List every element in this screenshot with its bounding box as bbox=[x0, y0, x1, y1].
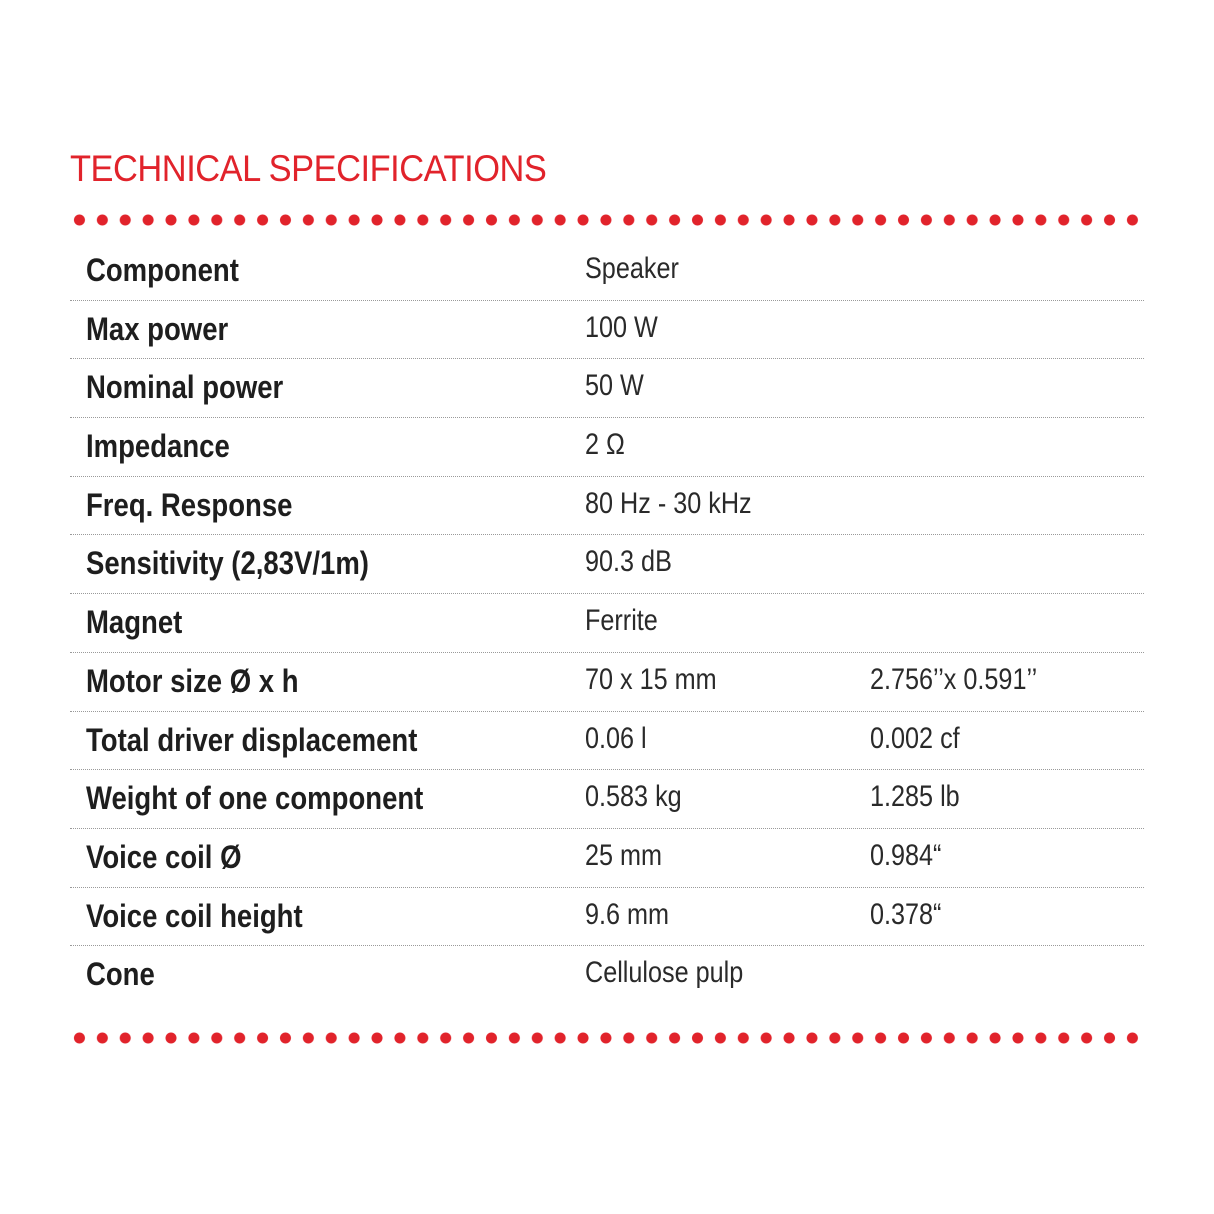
spec-label: Weight of one component bbox=[86, 780, 424, 817]
spec-value: Cellulose pulp bbox=[585, 956, 744, 990]
spec-value: 0.583 kg bbox=[585, 780, 682, 814]
spec-label: Cone bbox=[86, 956, 155, 993]
spec-value: 50 W bbox=[585, 369, 644, 403]
spec-row-component bbox=[70, 242, 1144, 301]
spec-label: Magnet bbox=[86, 604, 183, 641]
spec-row-impedance bbox=[70, 418, 1144, 477]
spec-row-voice-coil-height bbox=[70, 888, 1144, 947]
spec-table bbox=[70, 242, 1144, 1005]
spec-row-nominal-power bbox=[70, 359, 1144, 418]
spec-label: Max power bbox=[86, 310, 229, 347]
spec-value: 70 x 15 mm bbox=[585, 662, 717, 696]
spec-label: Voice coil height bbox=[86, 897, 303, 934]
bottom-dotted-divider bbox=[68, 1031, 1146, 1045]
spec-row-magnet bbox=[70, 594, 1144, 653]
spec-row-cone bbox=[70, 946, 1144, 1005]
spec-label: Impedance bbox=[86, 428, 230, 465]
spec-value: 25 mm bbox=[585, 838, 663, 872]
spec-row-motor-size bbox=[70, 653, 1144, 712]
spec-row-weight bbox=[70, 770, 1144, 829]
spec-imperial-value: 0.378“ bbox=[870, 897, 942, 931]
section-title: TECHNICAL SPECIFICATIONS bbox=[70, 148, 547, 189]
spec-value: 80 Hz - 30 kHz bbox=[585, 486, 752, 520]
spec-row-max-power bbox=[70, 301, 1144, 360]
spec-label: Motor size Ø x h bbox=[86, 662, 299, 699]
spec-label: Sensitivity (2,83V/1m) bbox=[86, 545, 369, 582]
spec-label: Freq. Response bbox=[86, 486, 293, 523]
spec-label: Nominal power bbox=[86, 369, 284, 406]
spec-label: Component bbox=[86, 252, 239, 288]
spec-imperial-value: 2.756’’x 0.591’’ bbox=[870, 662, 1038, 696]
spec-row-freq-response bbox=[70, 477, 1144, 536]
spec-value: 0.06 l bbox=[585, 721, 647, 755]
spec-row-driver-displacement bbox=[70, 712, 1144, 771]
spec-imperial-value: 0.984“ bbox=[870, 838, 942, 872]
spec-value: 100 W bbox=[585, 310, 658, 344]
spec-imperial-value: 0.002 cf bbox=[870, 721, 960, 755]
spec-value: 90.3 dB bbox=[585, 545, 672, 579]
spec-label: Voice coil Ø bbox=[86, 838, 242, 875]
spec-label: Total driver displacement bbox=[86, 721, 418, 758]
top-dotted-divider bbox=[68, 213, 1146, 227]
spec-value: 9.6 mm bbox=[585, 897, 670, 931]
spec-row-voice-coil-diameter bbox=[70, 829, 1144, 888]
spec-value: 2 Ω bbox=[585, 428, 625, 462]
spec-value: Ferrite bbox=[585, 604, 658, 638]
spec-row-sensitivity bbox=[70, 535, 1144, 594]
spec-value: Speaker bbox=[585, 252, 679, 285]
spec-imperial-value: 1.285 lb bbox=[870, 780, 960, 814]
